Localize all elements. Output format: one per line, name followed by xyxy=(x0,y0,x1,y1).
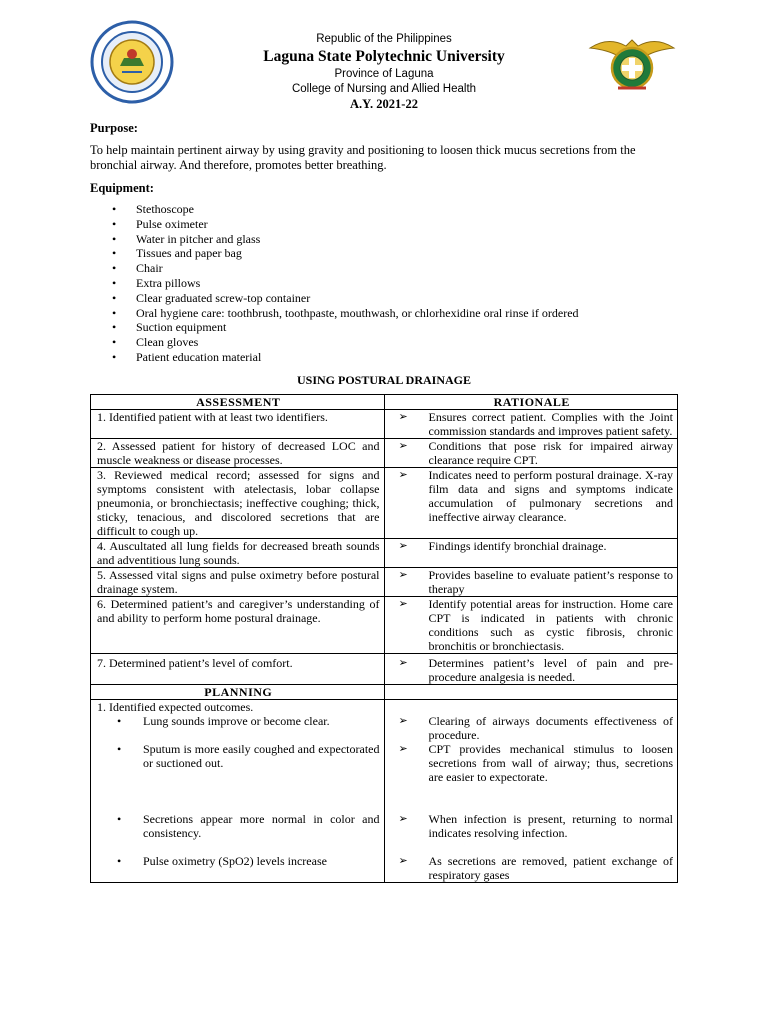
rationale-item: ➢ Clearing of airways documents effectiveness of procedure. xyxy=(391,714,674,742)
list-item: • Oral hygiene care: toothbrush, toothpaste, mouthwash, or chlorhexidine oral rinse if ordered xyxy=(112,306,579,321)
outcome-item: • Secretions appear more normal in color and consistency. xyxy=(97,812,380,840)
rationale-cell: ➢ Identify potential areas for instruction. Home care CPT is indicated in patients with chronic conditions such as cystic fibrosis, chronic bronchitis or bronchiectasis. xyxy=(391,597,674,653)
academic-year: A.Y. 2021-22 xyxy=(350,97,418,111)
list-item: • Pulse oximeter xyxy=(112,217,579,232)
rationale-cell: ➢ Findings identify bronchial drainage. xyxy=(391,539,674,553)
rationale-cell: ➢ Indicates need to perform postural drainage. X-ray film data and signs and symptoms indicate accumulation of pulmonary secretions and ineffective airway clearance. xyxy=(391,468,674,524)
table-row xyxy=(91,568,678,597)
document-header xyxy=(0,32,768,112)
table-row xyxy=(91,439,678,468)
procedure-table xyxy=(90,394,678,883)
outcome-item: • Pulse oximetry (SpO2) levels increase xyxy=(97,854,380,868)
rationale-item: ➢ When infection is present, returning to normal indicates resolving infection. xyxy=(391,812,674,840)
table-header-row xyxy=(91,395,678,410)
assessment-cell: 5. Assessed vital signs and pulse oximetry before postural drainage system. xyxy=(91,568,385,597)
list-item: • Chair xyxy=(112,261,579,276)
college-name: College of Nursing and Allied Health xyxy=(291,83,477,95)
list-item: • Patient education material xyxy=(112,350,579,365)
list-item: • Tissues and paper bag xyxy=(112,246,579,261)
table-row xyxy=(91,597,678,654)
rationale-column-header: RATIONALE xyxy=(384,395,678,410)
assessment-cell: 6. Determined patient’s and caregiver’s understanding of and ability to perform home postural drainage. xyxy=(91,597,385,654)
planning-rationale-cell xyxy=(384,700,678,883)
purpose-text: To help maintain pertinent airway by using gravity and positioning to loosen thick mucus secretions from the bronchial airway. And therefore, promotes better breathing. xyxy=(90,143,636,172)
rationale-cell: ➢ Provides baseline to evaluate patient’s response to therapy xyxy=(391,568,674,596)
assessment-column-header: ASSESSMENT xyxy=(91,395,385,410)
republic-line: Republic of the Philippines xyxy=(316,33,452,45)
equipment-heading: Equipment: xyxy=(90,181,154,195)
outcome-item: • Lung sounds improve or become clear. xyxy=(97,714,380,728)
list-item: • Clean gloves xyxy=(112,335,579,350)
purpose-heading: Purpose: xyxy=(90,121,138,135)
province-line: Province of Laguna xyxy=(334,68,434,80)
rationale-cell: ➢ Determines patient’s level of pain and pre-procedure analgesia is needed. xyxy=(391,656,674,684)
planning-cell xyxy=(91,700,385,883)
list-item: • Suction equipment xyxy=(112,320,579,335)
table-row xyxy=(91,468,678,539)
planning-heading: PLANNING xyxy=(91,685,385,700)
assessment-cell: 1. Identified patient with at least two identifiers. xyxy=(91,410,385,439)
assessment-cell: 7. Determined patient’s level of comfort. xyxy=(91,654,385,685)
planning-header-row xyxy=(91,685,678,700)
rationale-item: ➢ As secretions are removed, patient exchange of respiratory gases xyxy=(391,854,674,882)
rationale-item: ➢ CPT provides mechanical stimulus to loosen secretions from wall of airway; thus, secretions are easier to expectorate. xyxy=(391,742,674,784)
assessment-cell: 4. Auscultated all lung fields for decreased breath sounds and adventitious lung sounds. xyxy=(91,539,385,568)
equipment-list xyxy=(112,202,579,365)
table-row xyxy=(91,539,678,568)
list-item: • Stethoscope xyxy=(112,202,579,217)
table-title: USING POSTURAL DRAINAGE xyxy=(296,373,472,387)
university-name: Laguna State Polytechnic University xyxy=(263,48,505,65)
assessment-cell: 2. Assessed patient for history of decreased LOC and muscle weakness or disease processes. xyxy=(91,439,385,468)
list-item: • Water in pitcher and glass xyxy=(112,232,579,247)
table-row xyxy=(91,410,678,439)
list-item: • Clear graduated screw-top container xyxy=(112,291,579,306)
assessment-cell: 3. Reviewed medical record; assessed for signs and symptoms consistent with atelectasis, lobar collapse pneumonia, or bronchiectasis; ineffective coughing; thick, sticky, tenacious, and discolored secretions that are difficult to cough up. xyxy=(91,468,385,539)
table-row xyxy=(91,654,678,685)
outcome-item: • Sputum is more easily coughed and expectorated or suctioned out. xyxy=(97,742,380,770)
list-item: • Extra pillows xyxy=(112,276,579,291)
planning-intro: 1. Identified expected outcomes. xyxy=(97,700,254,714)
rationale-cell: ➢ Conditions that pose risk for impaired airway clearance require CPT. xyxy=(391,439,674,467)
table-row xyxy=(91,700,678,883)
rationale-cell: ➢ Ensures correct patient. Complies with the Joint commission standards and improves patient safety. xyxy=(391,410,674,438)
